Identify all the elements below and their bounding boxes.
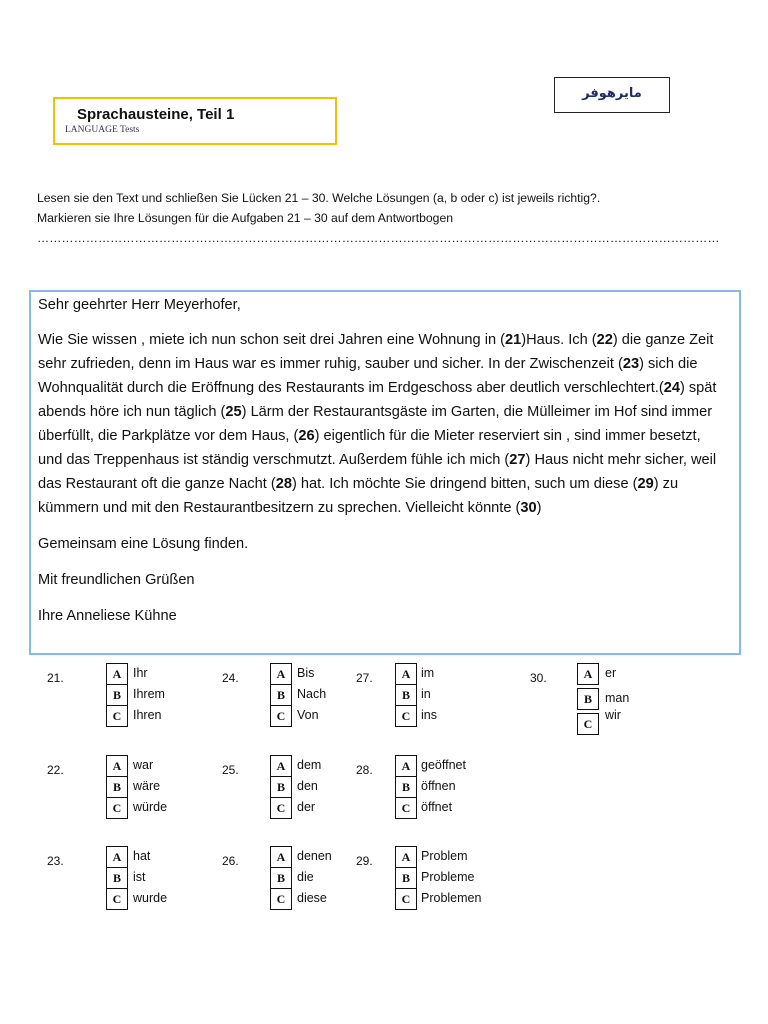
option-checkbox[interactable]: C xyxy=(106,888,128,910)
option-checkbox[interactable]: A xyxy=(395,846,417,868)
dotted-answer-line: …………………………………………………………………………………………………………………………………………………… xyxy=(37,231,720,245)
answer-option-a[interactable] xyxy=(577,663,617,685)
option-checkbox[interactable]: B xyxy=(395,684,417,706)
letter-text-segment: ) xyxy=(536,500,542,516)
option-text: wir xyxy=(605,708,621,722)
option-checkbox[interactable]: A xyxy=(395,663,417,685)
question-number: 22. xyxy=(47,763,64,777)
option-checkbox[interactable]: B xyxy=(106,867,128,889)
letter-text-segment: ) Haus nicht mehr sicher, weil das Restaurant oft die ganze Nacht ( xyxy=(38,452,717,492)
gap-number: 24 xyxy=(663,380,680,396)
answer-option-c[interactable] xyxy=(106,888,168,910)
answer-option-a[interactable] xyxy=(270,846,332,868)
option-checkbox[interactable]: B xyxy=(395,867,417,889)
question-number: 24. xyxy=(222,671,239,685)
option-text: Nach xyxy=(297,687,327,701)
option-checkbox[interactable]: C xyxy=(395,705,417,727)
option-text: die xyxy=(297,870,314,884)
option-checkbox[interactable]: B xyxy=(270,684,292,706)
name-label-box: مايرهوفر xyxy=(554,77,670,113)
option-checkbox[interactable]: A xyxy=(270,755,292,777)
answer-option-b[interactable] xyxy=(270,867,314,889)
option-text: dem xyxy=(297,758,322,772)
option-text: wurde xyxy=(133,891,168,905)
letter-signature: Ihre Anneliese Kühne xyxy=(38,608,177,624)
letter-text-segment: ) die ganze Zeit sehr zufrieden, denn im Haus war es immer ruhig, sauber und sicher. In der Zwischenzeit ( xyxy=(38,332,714,372)
option-checkbox[interactable]: A xyxy=(106,755,128,777)
letter-salutation: Mit freundlichen Grüßen xyxy=(38,572,195,588)
letter-text-segment: ) sich die Wohnqualität durch die Eröffnung des Restaurants im Erdgeschoss aber deutlich verschlechtert.( xyxy=(38,356,698,396)
gap-number: 21 xyxy=(504,332,522,348)
letter-text-segment: )Haus. Ich ( xyxy=(521,332,597,348)
letter-text-segment: ) hat. Ich möchte Sie dringend bitten, such um diese ( xyxy=(291,476,638,492)
option-text: öffnet xyxy=(421,800,453,814)
option-checkbox[interactable]: A xyxy=(106,663,128,685)
option-checkbox[interactable]: C xyxy=(270,705,292,727)
option-checkbox[interactable]: A xyxy=(106,846,128,868)
answer-option-a[interactable] xyxy=(106,846,151,868)
option-checkbox[interactable]: A xyxy=(270,846,292,868)
letter-text-segment: ) zu kümmern und mit den Restaurantbesitzern zu sprechen. Vielleicht könnte ( xyxy=(38,476,679,516)
option-text: Von xyxy=(297,708,319,722)
option-text: wäre xyxy=(133,779,161,793)
option-checkbox[interactable]: C xyxy=(270,888,292,910)
option-checkbox[interactable]: C xyxy=(106,705,128,727)
option-text: im xyxy=(421,666,435,680)
letter-greeting: Sehr geehrter Herr Meyerhofer, xyxy=(38,297,241,313)
answer-option-b[interactable] xyxy=(577,688,630,710)
option-text: denen xyxy=(297,849,332,863)
option-checkbox[interactable]: B xyxy=(270,776,292,798)
option-text: Ihr xyxy=(133,666,148,680)
answer-option-c[interactable] xyxy=(106,797,168,819)
gap-number: 30 xyxy=(520,500,537,516)
gap-number: 22 xyxy=(596,332,613,348)
option-checkbox[interactable]: A xyxy=(395,755,417,777)
answer-option-c[interactable] xyxy=(577,708,621,735)
option-checkbox[interactable]: B xyxy=(106,776,128,798)
gap-number: 28 xyxy=(275,476,292,492)
option-checkbox[interactable]: B xyxy=(270,867,292,889)
instruction-line-2: Markieren sie Ihre Lösungen für die Aufgaben 21 – 30 auf dem Antwortbogen xyxy=(37,211,454,225)
gap-number: 26 xyxy=(298,428,315,444)
answer-option-c[interactable] xyxy=(395,797,453,819)
option-text: würde xyxy=(133,800,168,814)
option-checkbox[interactable]: C xyxy=(106,797,128,819)
answer-option-c[interactable] xyxy=(106,705,162,727)
option-checkbox[interactable]: C xyxy=(577,713,599,735)
option-text: geöffnet xyxy=(421,758,466,772)
option-text: Ihren xyxy=(133,708,162,722)
option-text: er xyxy=(605,666,617,680)
question-number: 26. xyxy=(222,854,239,868)
letter-text-segment: Wie Sie wissen , miete ich nun schon seit drei Jahren eine Wohnung in ( xyxy=(38,332,505,348)
answer-option-b[interactable] xyxy=(270,776,318,798)
option-checkbox[interactable]: C xyxy=(395,797,417,819)
question-number: 29. xyxy=(356,854,373,868)
gap-number: 23 xyxy=(622,356,640,372)
answer-option-a[interactable] xyxy=(395,755,466,777)
option-checkbox[interactable]: B xyxy=(395,776,417,798)
answer-option-a[interactable] xyxy=(395,663,435,685)
gap-number: 27 xyxy=(509,452,526,468)
gap-number: 25 xyxy=(225,404,242,420)
gap-number: 29 xyxy=(637,476,654,492)
option-text: Problemen xyxy=(421,891,482,905)
page-title: Sprachausteine, Teil 1 xyxy=(77,106,235,123)
answer-option-b[interactable] xyxy=(395,867,475,889)
option-checkbox[interactable]: C xyxy=(270,797,292,819)
answer-option-b[interactable] xyxy=(106,776,161,798)
letter-box xyxy=(29,290,741,655)
option-text: hat xyxy=(133,849,151,863)
option-text: ist xyxy=(133,870,146,884)
answer-option-c[interactable] xyxy=(270,705,319,727)
letter-closing-line: Gemeinsam eine Lösung finden. xyxy=(38,536,249,552)
answer-option-a[interactable] xyxy=(106,663,148,685)
answer-option-b[interactable] xyxy=(270,684,327,706)
letter-text-segment: ) Lärm der Restaurantsgäste im Garten, die Mülleimer im Hof sind immer überfüllt, die Parkplätze vor dem Haus, ( xyxy=(38,404,713,444)
answer-option-b[interactable] xyxy=(395,776,456,798)
answer-option-c[interactable] xyxy=(270,797,316,819)
option-text: den xyxy=(297,779,318,793)
answer-option-b[interactable] xyxy=(106,867,146,889)
answer-option-c[interactable] xyxy=(270,888,327,910)
option-text: Probleme xyxy=(421,870,475,884)
title-box xyxy=(53,97,337,145)
answer-option-a[interactable] xyxy=(106,755,154,777)
option-text: in xyxy=(421,687,431,701)
letter-body xyxy=(38,328,729,520)
answer-option-b[interactable] xyxy=(106,684,165,706)
answer-option-a[interactable] xyxy=(270,755,322,777)
answer-option-b[interactable] xyxy=(395,684,431,706)
option-checkbox[interactable]: A xyxy=(270,663,292,685)
answer-option-a[interactable] xyxy=(270,663,315,685)
answer-option-c[interactable] xyxy=(395,888,482,910)
option-text: Problem xyxy=(421,849,468,863)
letter-text-segment: ) spät abends höre ich nun täglich ( xyxy=(38,380,717,420)
question-number: 30. xyxy=(530,671,547,685)
option-text: öffnen xyxy=(421,779,456,793)
option-checkbox[interactable]: C xyxy=(395,888,417,910)
answer-option-c[interactable] xyxy=(395,705,437,727)
question-number: 27. xyxy=(356,671,373,685)
option-text: war xyxy=(133,758,154,772)
option-text: Bis xyxy=(297,666,315,680)
option-checkbox[interactable]: B xyxy=(106,684,128,706)
answer-option-a[interactable] xyxy=(395,846,468,868)
question-number: 21. xyxy=(47,671,64,685)
option-checkbox[interactable]: A xyxy=(577,663,599,685)
question-number: 23. xyxy=(47,854,64,868)
letter-text-segment: ) eigentlich für die Mieter reserviert sin , sind immer besetzt, und das Treppenhaus ist ständig verschmutzt. Außerdem fühle ich mich ( xyxy=(38,428,701,468)
option-text: Ihrem xyxy=(133,687,165,701)
option-checkbox[interactable]: B xyxy=(577,688,599,710)
option-text: diese xyxy=(297,891,327,905)
page-subtitle: LANGUAGE Tests xyxy=(65,125,140,135)
instruction-line-1: Lesen sie den Text und schließen Sie Lücken 21 – 30. Welche Lösungen (a, b oder c) ist jeweils richtig?. xyxy=(37,191,601,205)
question-number: 25. xyxy=(222,763,239,777)
instructions xyxy=(37,188,737,248)
option-text: ins xyxy=(421,708,437,722)
question-number: 28. xyxy=(356,763,373,777)
option-text: man xyxy=(605,691,630,705)
option-text: der xyxy=(297,800,316,814)
